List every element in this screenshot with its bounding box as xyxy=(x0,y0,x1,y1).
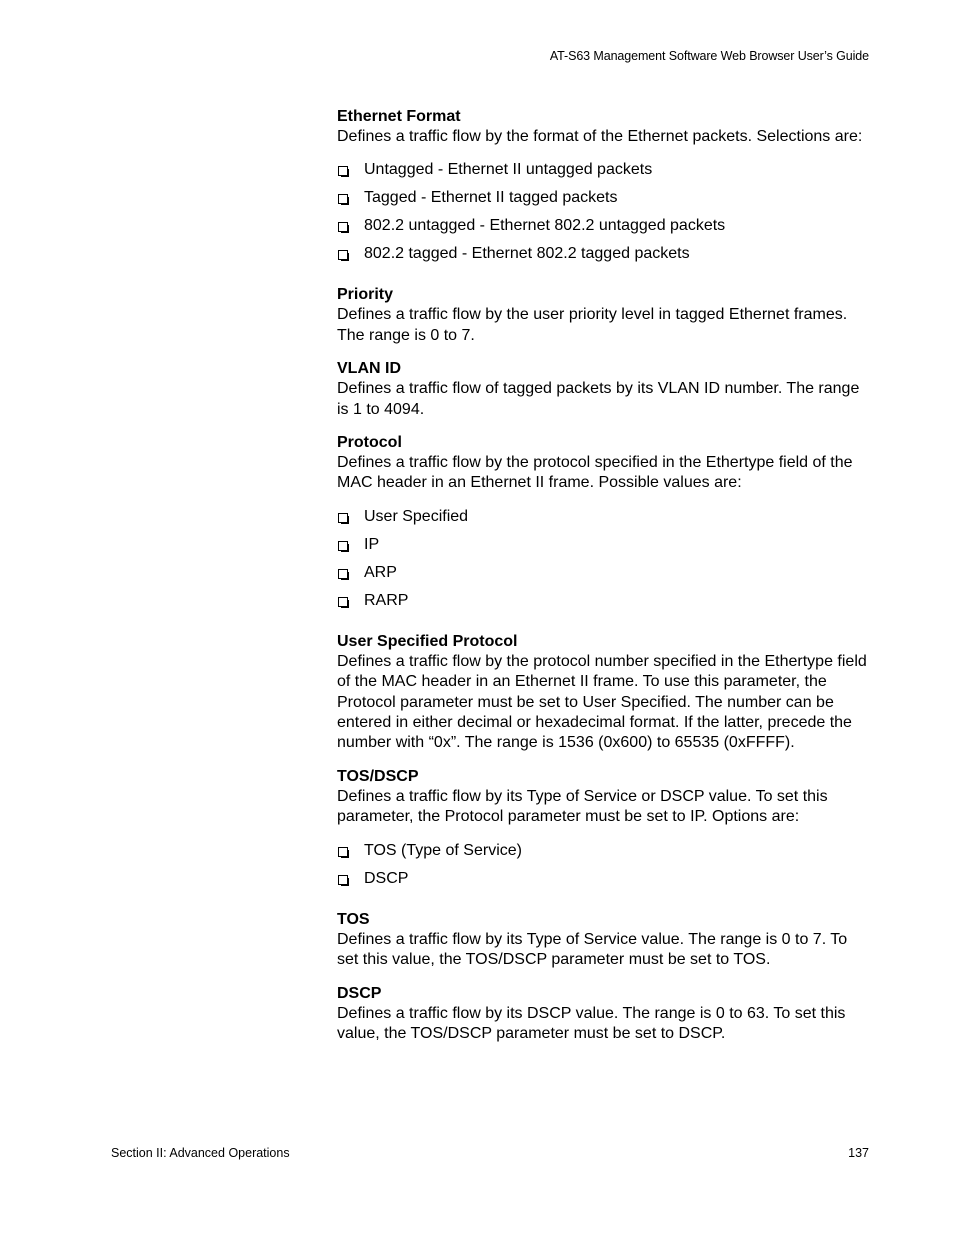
list-item xyxy=(337,216,872,244)
checkbox-bullet-icon xyxy=(338,194,348,204)
list-item xyxy=(337,591,872,619)
section-description: Defines a traffic flow by the protocol number specified in the Ethertype field of the MAC header in an Ethernet II frame. To use this parameter, the Protocol parameter must be set to User Specified. The number can be entered in either decimal or hexadecimal format. If the latter, precede the number with “0x”. The range is 1536 (0x600) to 65535 (0xFFFF). xyxy=(337,652,867,752)
list-item-text: 802.2 tagged - Ethernet 802.2 tagged packets xyxy=(364,245,690,263)
section-tos-dscp xyxy=(337,767,872,897)
section-title: User Specified Protocol xyxy=(337,632,518,650)
section-ethernet-format xyxy=(337,107,872,272)
footer-section-label: Section II: Advanced Operations xyxy=(111,1146,290,1160)
section-title: Priority xyxy=(337,286,394,304)
section-description: Defines a traffic flow by the user priority level in tagged Ethernet frames. The range is 0 to 7. xyxy=(337,306,848,344)
list-item-text: RARP xyxy=(364,591,409,609)
bullet-list xyxy=(337,841,872,897)
running-header: AT-S63 Management Software Web Browser User’s Guide xyxy=(549,49,869,63)
list-item xyxy=(337,869,872,897)
section-description: Defines a traffic flow by its Type of Service or DSCP value. To set this parameter, the Protocol parameter must be set to IP. Options are: xyxy=(337,787,828,826)
section-user-specified-protocol xyxy=(337,632,872,754)
checkbox-bullet-icon xyxy=(338,250,348,260)
footer-page-number: 137 xyxy=(848,1146,869,1160)
checkbox-bullet-icon xyxy=(338,569,348,579)
list-item xyxy=(337,160,872,188)
list-item-text: Untagged - Ethernet II untagged packets xyxy=(364,161,653,179)
list-item xyxy=(337,841,872,869)
bullet-list xyxy=(337,507,872,619)
list-item-text: DSCP xyxy=(364,869,409,887)
checkbox-bullet-icon xyxy=(338,166,348,176)
bullet-list xyxy=(337,160,872,272)
section-dscp xyxy=(337,984,872,1045)
section-priority xyxy=(337,285,872,346)
checkbox-bullet-icon xyxy=(338,597,348,607)
section-description: Defines a traffic flow by its Type of Service value. The range is 0 to 7. To set this value, the TOS/DSCP parameter must be set to TOS. xyxy=(337,930,848,969)
checkbox-bullet-icon xyxy=(338,222,348,232)
section-title: TOS/DSCP xyxy=(337,767,419,785)
section-title: DSCP xyxy=(337,984,382,1002)
list-item-text: ARP xyxy=(364,563,397,581)
section-description: Defines a traffic flow of tagged packets by its VLAN ID number. The range is 1 to 4094. xyxy=(337,380,860,418)
list-item xyxy=(337,507,872,535)
section-title: VLAN ID xyxy=(337,360,401,378)
section-protocol xyxy=(337,433,872,619)
list-item-text: Tagged - Ethernet II tagged packets xyxy=(364,189,618,207)
list-item xyxy=(337,188,872,216)
section-description: Defines a traffic flow by the protocol specified in the Ethertype field of the MAC header in an Ethernet II frame. Possible values are: xyxy=(337,454,853,492)
checkbox-bullet-icon xyxy=(338,513,348,523)
list-item-text: User Specified xyxy=(364,507,469,525)
list-item-text: 802.2 untagged - Ethernet 802.2 untagged packets xyxy=(364,217,726,235)
checkbox-bullet-icon xyxy=(338,875,348,885)
page-content xyxy=(337,107,872,1057)
section-title: TOS xyxy=(337,910,370,928)
list-item xyxy=(337,563,872,591)
section-description: Defines a traffic flow by its DSCP value. The range is 0 to 63. To set this value, the TOS/DSCP parameter must be set to DSCP. xyxy=(337,1004,846,1042)
section-description: Defines a traffic flow by the format of the Ethernet packets. Selections are: xyxy=(337,128,863,145)
list-item-text: TOS (Type of Service) xyxy=(364,841,522,859)
checkbox-bullet-icon xyxy=(338,541,348,551)
section-title: Ethernet Format xyxy=(337,108,461,125)
checkbox-bullet-icon xyxy=(338,847,348,857)
list-item-text: IP xyxy=(364,535,380,553)
list-item xyxy=(337,244,872,272)
section-vlan-id xyxy=(337,359,872,420)
list-item xyxy=(337,535,872,563)
section-tos xyxy=(337,910,872,971)
section-title: Protocol xyxy=(337,434,402,452)
